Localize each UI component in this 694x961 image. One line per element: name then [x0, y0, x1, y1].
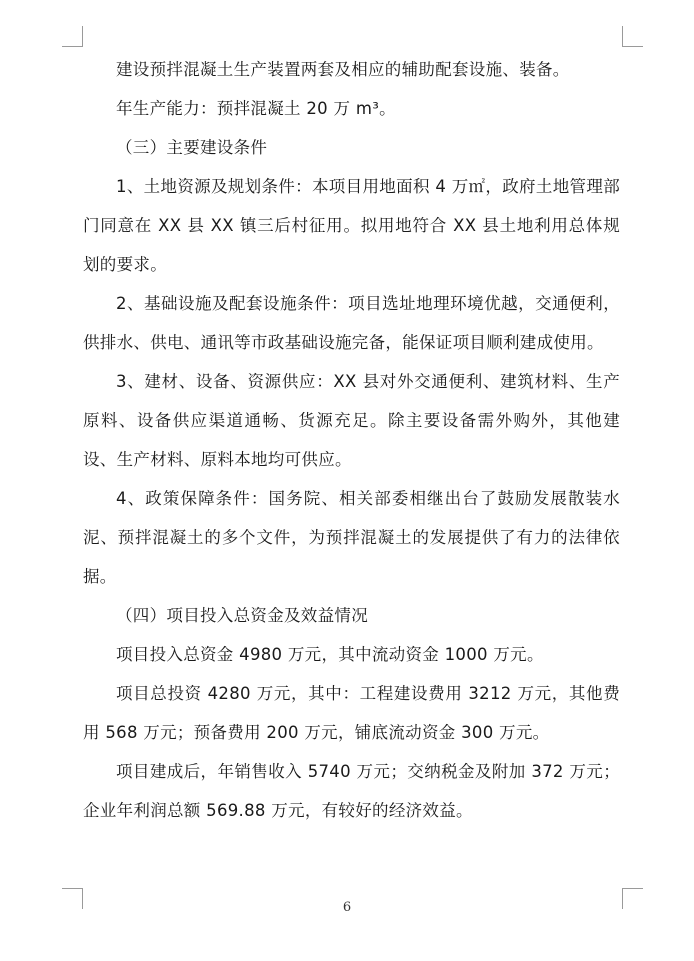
crop-mark-top-right [622, 26, 643, 47]
paragraph-infrastructure: 2、基础设施及配套设施条件：项目选址地理环境优越，交通便利，供排水、供电、通讯等市政基础设施完备，能保证项目顺利建成使用。 [83, 294, 620, 352]
paragraph-total-investment: 项目总投资 4280 万元，其中：工程建设费用 3212 万元，其他费用 568 万元；预备费用 200 万元，铺底流动资金 300 万元。 [83, 684, 620, 742]
paragraph-capacity: 年生产能力：预拌混凝土 20 万 m³。 [116, 99, 396, 118]
section-heading-investment: （四）项目投入总资金及效益情况 [116, 606, 368, 625]
paragraph-policy: 4、政策保障条件：国务院、相关部委相继出台了鼓励发展散装水泥、预拌混凝土的多个文件，为预拌混凝土的发展提供了有力的法律依据。 [83, 489, 620, 586]
paragraph-land: 1、土地资源及规划条件：本项目用地面积 4 万㎡，政府土地管理部门同意在 XX 县 XX 镇三后村征用。拟用地符合 XX 县土地利用总体规划的要求。 [83, 177, 620, 274]
document-body [83, 50, 620, 830]
paragraph-benefits: 项目建成后，年销售收入 5740 万元；交纳税金及附加 372 万元；企业年利润总额 569.88 万元，有较好的经济效益。 [83, 762, 620, 820]
page-number: 6 [342, 900, 352, 915]
paragraph-facilities: 建设预拌混凝土生产装置两套及相应的辅助配套设施、装备。 [116, 60, 570, 79]
section-heading-conditions: （三）主要建设条件 [116, 138, 268, 157]
paragraph-total-funds: 项目投入总资金 4980 万元，其中流动资金 1000 万元。 [116, 645, 544, 664]
paragraph-materials: 3、建材、设备、资源供应：XX 县对外交通便利、建筑材料、生产原料、设备供应渠道通畅、货源充足。除主要设备需外购外，其他建设、生产材料、原料本地均可供应。 [83, 372, 620, 469]
crop-mark-top-left [62, 26, 83, 47]
